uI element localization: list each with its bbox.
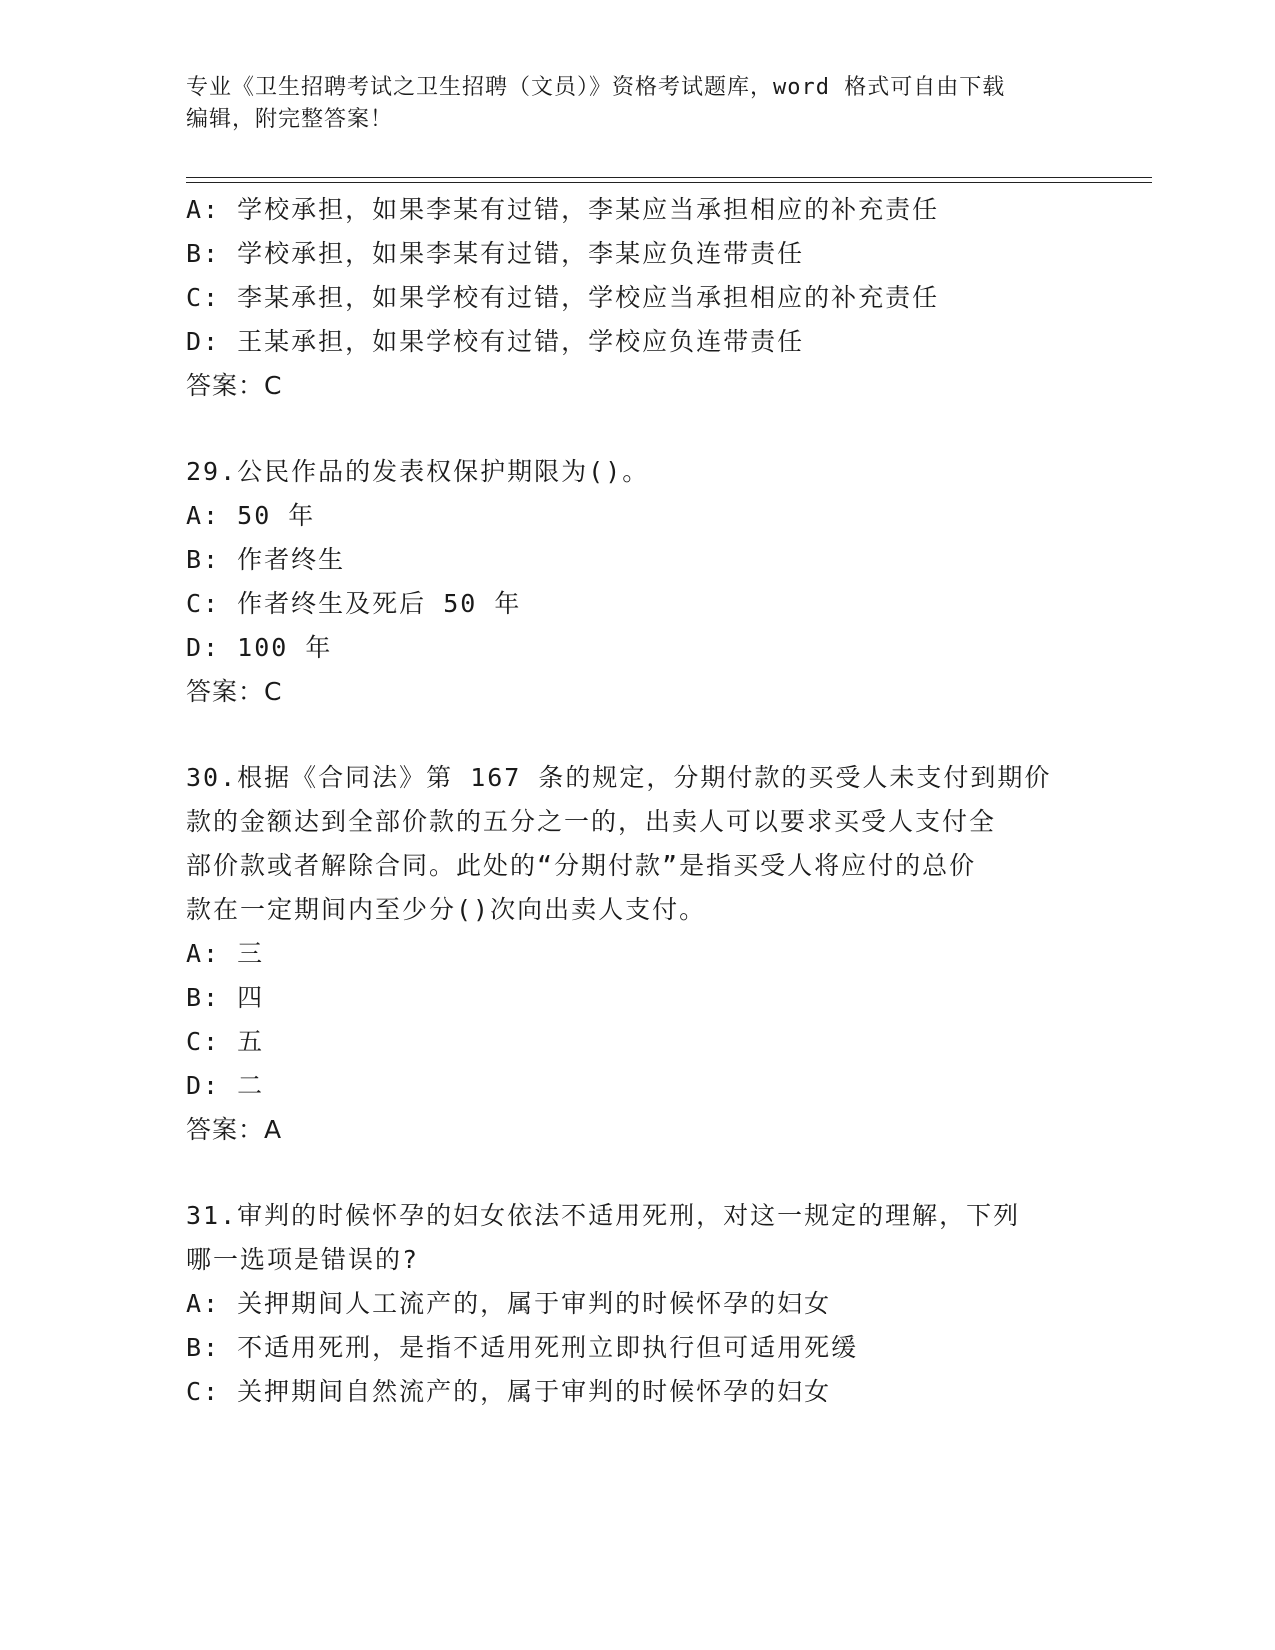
q28-option-b: B: 学校承担，如果李某有过错，李某应负连带责任 [186, 239, 805, 268]
header-divider-bottom [186, 182, 1152, 183]
q28-option-d: D: 王某承担，如果学校有过错，学校应负连带责任 [186, 327, 805, 356]
q30-option-b: B: 四 [186, 983, 265, 1012]
q30-answer: 答案：A [186, 1115, 283, 1144]
q31-stem-line-1: 31.审判的时候怀孕的妇女依法不适用死刑，对这一规定的理解，下列 [186, 1201, 1021, 1230]
q31-option-c: C: 关押期间自然流产的，属于审判的时候怀孕的妇女 [186, 1377, 832, 1406]
q29-option-b: B: 作者终生 [186, 545, 346, 574]
q30-stem-line-3: 部价款或者解除合同。此处的“分期付款”是指买受人将应付的总价 [186, 851, 977, 880]
q30-option-a: A: 三 [186, 939, 265, 968]
q30-stem-line-4: 款在一定期间内至少分()次向出卖人支付。 [186, 895, 707, 924]
q29-option-c: C: 作者终生及死后 50 年 [186, 589, 522, 618]
q29-option-a: A: 50 年 [186, 501, 316, 530]
header-divider-top [186, 177, 1152, 178]
q31-option-b: B: 不适用死刑，是指不适用死刑立即执行但可适用死缓 [186, 1333, 859, 1362]
q29-stem: 29.公民作品的发表权保护期限为()。 [186, 457, 650, 486]
q28-option-a: A: 学校承担，如果李某有过错，李某应当承担相应的补充责任 [186, 195, 940, 224]
q29-answer: 答案：C [186, 677, 283, 706]
q31-stem-line-2: 哪一选项是错误的? [186, 1245, 420, 1274]
header-line-1: 专业《卫生招聘考试之卫生招聘（文员）》资格考试题库，word 格式可自由下载 [186, 75, 1006, 100]
q31-option-a: A: 关押期间人工流产的，属于审判的时候怀孕的妇女 [186, 1289, 832, 1318]
q28-option-c: C: 李某承担，如果学校有过错，学校应当承担相应的补充责任 [186, 283, 940, 312]
q30-option-d: D: 二 [186, 1071, 265, 1100]
q29-option-d: D: 100 年 [186, 633, 333, 662]
q30-stem-line-2: 款的金额达到全部价款的五分之一的，出卖人可以要求买受人支付全 [186, 807, 997, 836]
q30-option-c: C: 五 [186, 1027, 265, 1056]
document-header [186, 72, 1086, 136]
q28-answer: 答案：C [186, 371, 283, 400]
header-line-2: 编辑，附完整答案！ [186, 107, 394, 132]
q30-stem-line-1: 30.根据《合同法》第 167 条的规定，分期付款的买受人未支付到期价 [186, 763, 1052, 792]
